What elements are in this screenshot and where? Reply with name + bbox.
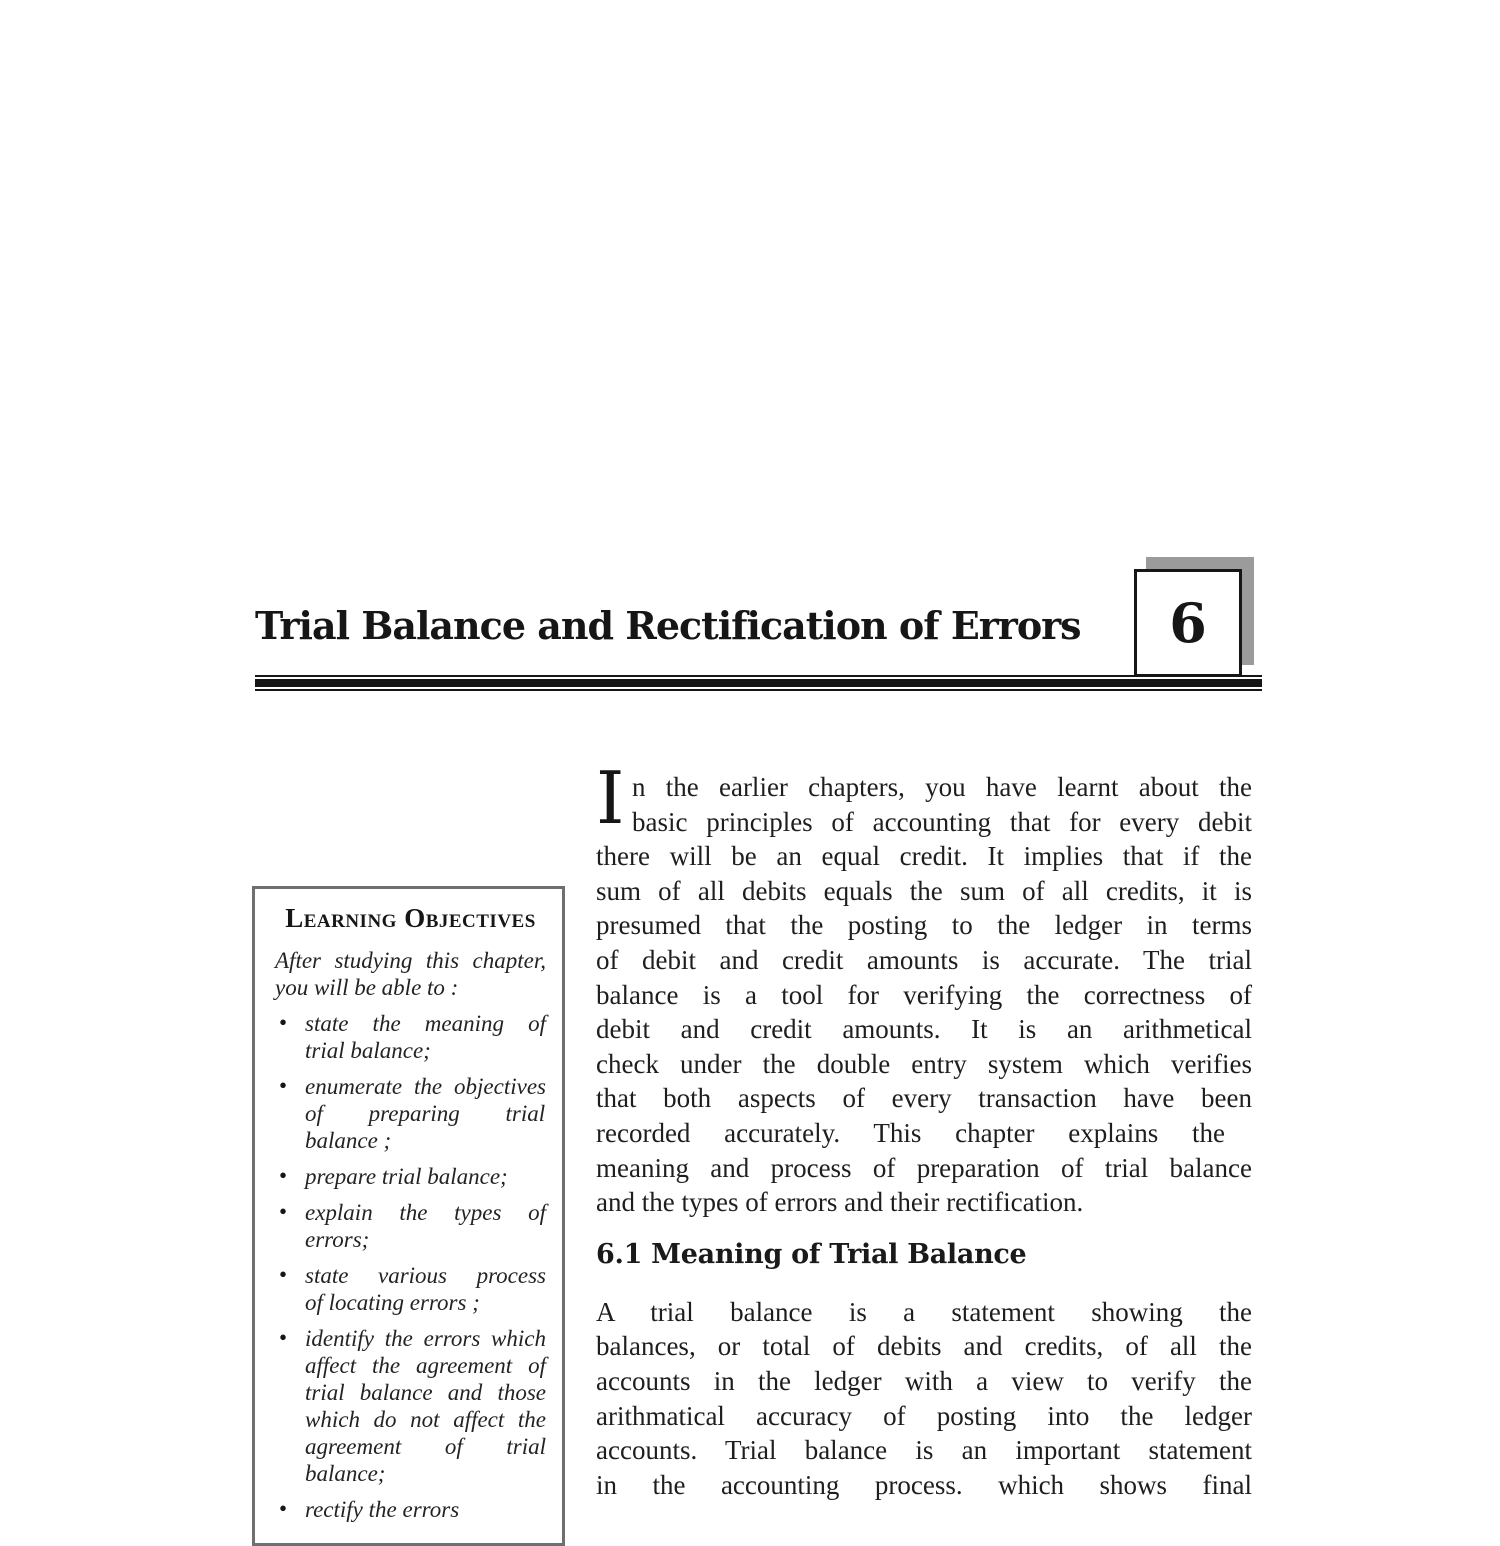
text-line: affect the agreement of (305, 1353, 546, 1378)
text-line: meaning and process of preparation of trial balance (596, 1152, 1252, 1183)
text-line: sum of all debits equals the sum of all credits, it is (596, 875, 1252, 906)
bullet-icon: • (279, 1010, 288, 1035)
bullet-icon: • (279, 1199, 288, 1224)
text-line: check under the double entry system which verifies (596, 1048, 1252, 1079)
text-line: trial balance; (305, 1038, 431, 1063)
text-line: that both aspects of every transaction have been (596, 1083, 1252, 1114)
objectives-list (275, 1010, 546, 1523)
drop-cap: I (596, 756, 625, 840)
text-line: which do not affect the (305, 1407, 546, 1432)
text-line: and the types of errors and their rectification. (596, 1187, 1084, 1218)
text-line: agreement of trial (305, 1434, 546, 1459)
text-line: explain the types of (305, 1200, 546, 1225)
intro-lines (596, 839, 1252, 1220)
chapter-number: 6 (1169, 591, 1207, 655)
text-line: arithmatical accuracy of posting into the ledger (596, 1400, 1252, 1431)
section-heading: 6.1 Meaning of Trial Balance (596, 1238, 1027, 1270)
text-line: identify the errors which (305, 1326, 546, 1351)
text-line: accounts. Trial balance is an important statement (596, 1435, 1252, 1466)
text-line: in the accounting process. which shows final (596, 1469, 1252, 1500)
text-line: recorded accurately. This chapter explains the (596, 1117, 1226, 1148)
text-line: state the meaning of (305, 1011, 546, 1036)
objective-item-text (305, 1496, 546, 1523)
text-line: errors; (305, 1227, 370, 1252)
learning-objectives-heading: Learning Objectives (285, 903, 536, 933)
text-line: balances, or total of debits and credits, of all the (596, 1331, 1252, 1362)
section-paragraph (596, 1295, 1252, 1503)
text-line: accounts in the ledger with a view to verify the (596, 1365, 1252, 1396)
text-line: presumed that the posting to the ledger in terms (596, 910, 1252, 941)
objective-item-text (305, 1163, 546, 1190)
text-line: A trial balance is a statement showing the (596, 1296, 1252, 1327)
objective-item (275, 1496, 546, 1523)
text-line: enumerate the objectives (305, 1074, 546, 1099)
text-line: n the earlier chapters, you have learnt about the (632, 772, 1252, 802)
bullet-icon: • (279, 1262, 288, 1287)
objective-item (275, 1199, 546, 1253)
title-rule (255, 675, 1262, 691)
bullet-icon: • (279, 1496, 288, 1521)
text-line: state various process (305, 1263, 546, 1288)
text-line: trial balance and those (305, 1380, 546, 1405)
learning-objectives-box (252, 886, 565, 1546)
objective-item-text (305, 1199, 546, 1253)
objective-item-text (305, 1262, 546, 1316)
rule-thin-bottom (255, 689, 1262, 691)
objectives-intro (275, 947, 546, 1001)
text-line: debit and credit amounts. It is an arithmetical (596, 1014, 1252, 1045)
text-line: of preparing trial (305, 1101, 546, 1126)
bullet-icon: • (279, 1163, 288, 1188)
bullet-icon: • (279, 1325, 288, 1350)
text-line: of locating errors ; (305, 1290, 480, 1315)
text-line: you will be able to : (275, 975, 459, 1000)
text-line: prepare trial balance; (305, 1164, 508, 1189)
main-text-column (596, 756, 1252, 1502)
objective-item-text (305, 1325, 546, 1487)
chapter-number-box (1134, 569, 1242, 677)
objective-item-text (305, 1010, 546, 1064)
text-line: balance is a tool for verifying the correctness of (596, 979, 1252, 1010)
rule-thick (255, 679, 1262, 687)
text-line: there will be an equal credit. It implies that if the (596, 841, 1252, 872)
objective-item (275, 1325, 546, 1487)
objective-item (275, 1262, 546, 1316)
bullet-icon: • (279, 1073, 288, 1098)
chapter-title: Trial Balance and Rectification of Errors (255, 603, 1081, 648)
objective-item-text (305, 1073, 546, 1154)
text-line: of debit and credit amounts is accurate. The trial (596, 944, 1252, 975)
text-line: balance; (305, 1461, 386, 1486)
objective-item (275, 1163, 546, 1190)
intro-paragraph (596, 756, 1252, 1220)
intro-indented-lines (596, 770, 1252, 839)
text-line: After studying this chapter, (275, 948, 546, 973)
text-line: balance ; (305, 1128, 392, 1153)
text-line: rectify the errors (305, 1497, 460, 1522)
objective-item (275, 1010, 546, 1064)
text-line: basic principles of accounting that for every debit (632, 806, 1252, 837)
learning-objectives-body (275, 947, 546, 1523)
objective-item (275, 1073, 546, 1154)
